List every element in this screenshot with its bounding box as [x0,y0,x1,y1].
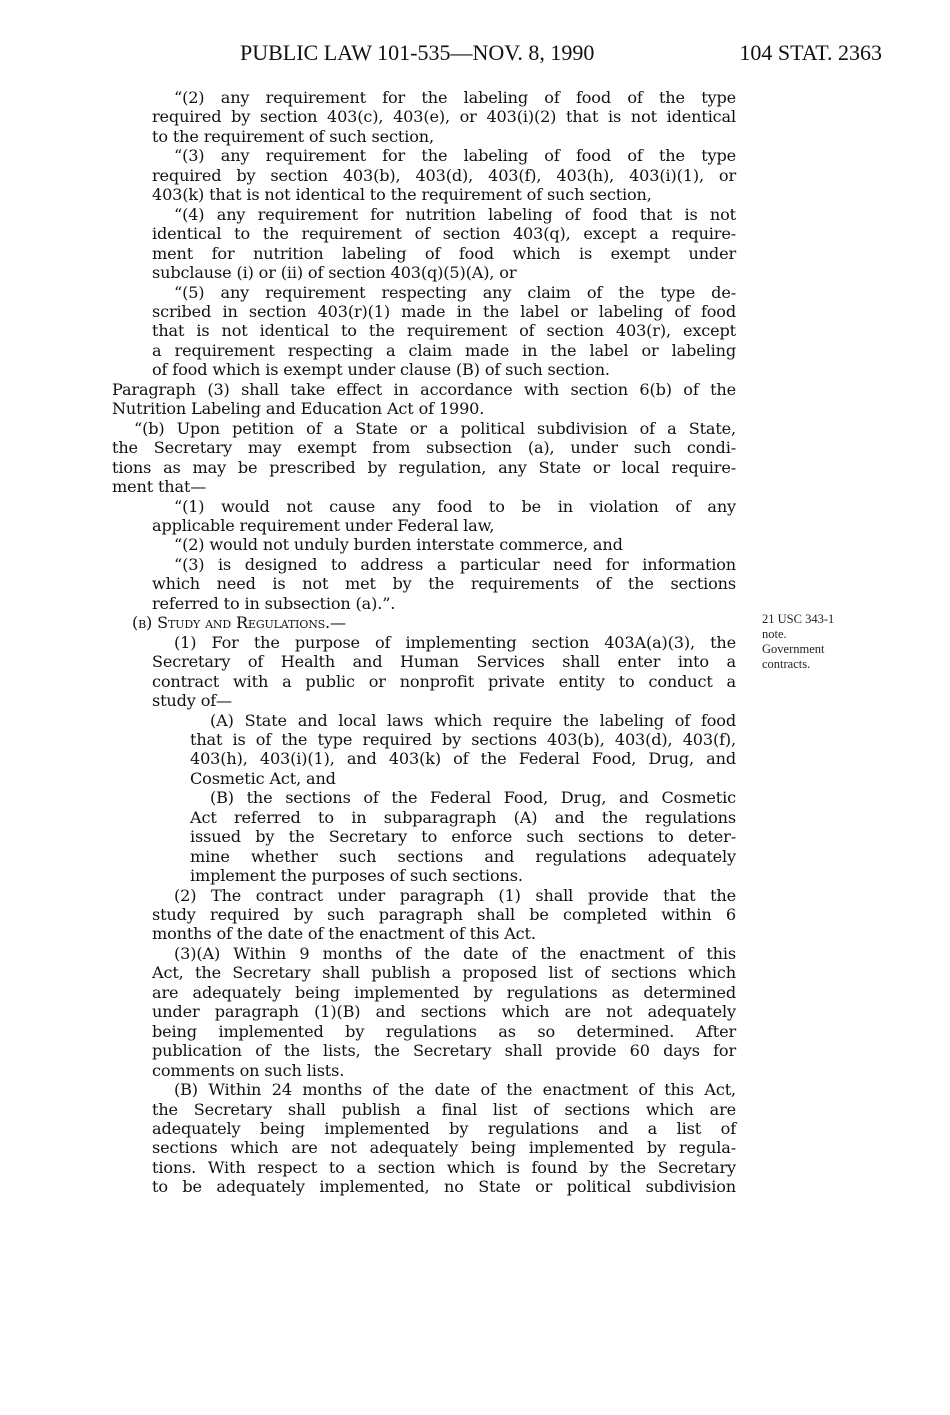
text-line: ment that— [112,477,207,497]
text-line: (B) the sections of the Federal Food, Drug, and Cosmetic [210,788,736,808]
text-line: required by section 403(c), 403(e), or 403(i)(2) that is not identical [152,107,736,127]
text-line: to the requirement of such section, [152,126,434,146]
text-line: “(2) any requirement for the labeling of food of the type [174,88,736,107]
text-line: Nutrition Labeling and Education Act of 1990. [112,399,485,419]
text-line: 403(h), 403(i)(1), and 403(k) of the Federal Food, Drug, and [190,749,736,769]
text-line: a requirement respecting a claim made in the label or labeling [152,340,736,360]
law-text [112,88,736,1197]
text-line: the Secretary may exempt from subsection (a), under such condi- [112,438,736,458]
text-line: the Secretary shall publish a final list of sections which are [152,1099,736,1119]
text-line: identical to the requirement of section 403(q), except a require- [152,224,736,244]
text-line: study of— [152,691,232,711]
text-line: “(5) any requirement respecting any claim of the type de- [174,282,736,302]
text-line: subclause (i) or (ii) of section 403(q)(5)(A), or [152,263,517,283]
text-line: issued by the Secretary to enforce such sections to deter- [190,827,736,847]
section-heading-study-and-regulations: (b) Study and Regulations.— [132,613,346,633]
text-line: scribed in section 403(r)(1) made in the label or labeling of food [152,301,736,321]
text-line: (1) For the purpose of implementing section 403A(a)(3), the [174,632,736,652]
text-line: publication of the lists, the Secretary shall provide 60 days for [152,1041,736,1061]
text-line: contract with a public or nonprofit private entity to conduct a [152,671,736,691]
text-line: implement the purposes of such sections. [190,866,523,886]
text-line: Act referred to in subparagraph (A) and the regulations [190,807,736,827]
text-line: 403(k) that is not identical to the requirement of such section, [152,185,652,205]
running-title: PUBLIC LAW 101-535—NOV. 8, 1990 [240,40,595,65]
margin-note [762,612,882,672]
statute-page-number: 104 STAT. 2363 [739,40,882,65]
text-line: Act, the Secretary shall publish a proposed list of sections which [152,963,736,983]
text-line: that is of the type required by sections 403(b), 403(d), 403(f), [190,729,736,749]
text-line: “(2) would not unduly burden interstate commerce, and [174,535,623,555]
margin-note-note: note. [762,627,787,641]
text-line: “(3) any requirement for the labeling of food of the type [174,146,736,166]
page-header [0,40,950,70]
text-line: of food which is exempt under clause (B) of such section. [152,360,610,380]
text-line: adequately being implemented by regulations and a list of [152,1119,736,1139]
text-line: months of the date of the enactment of this Act. [152,924,536,944]
text-line: “(3) is designed to address a particular need for information [174,554,736,574]
text-line: tions. With respect to a section which is found by the Secretary [152,1157,736,1177]
margin-note-citation: 21 USC 343-1 [762,612,835,626]
text-line: study required by such paragraph shall be completed within 6 [152,905,736,925]
text-line: that is not identical to the requirement of section 403(r), except [152,321,736,341]
text-line: under paragraph (1)(B) and sections which are not adequately [152,1002,736,1022]
text-line: (A) State and local laws which require the labeling of food [210,710,736,730]
text-line: (B) Within 24 months of the date of the enactment of this Act, [174,1080,736,1100]
text-line: Cosmetic Act, and [190,768,336,788]
text-line: being implemented by regulations as so determined. After [152,1021,736,1041]
text-line: required by section 403(b), 403(d), 403(f), 403(h), 403(i)(1), or [152,165,736,185]
text-line: sections which are not adequately being implemented by regula- [152,1138,736,1158]
margin-note-topic-cont: contracts. [762,657,811,671]
text-line: “(1) would not cause any food to be in violation of any [174,496,736,516]
text-line: “(4) any requirement for nutrition labeling of food that is not [174,204,736,224]
text-line: (3)(A) Within 9 months of the date of the enactment of this [174,943,736,963]
text-line: (2) The contract under paragraph (1) shall provide that the [174,885,736,905]
text-line: to be adequately implemented, no State or political subdivision [152,1177,736,1197]
text-line: comments on such lists. [152,1060,345,1080]
text-line: are adequately being implemented by regulations as determined [152,982,736,1002]
text-line: Secretary of Health and Human Services shall enter into a [152,652,736,672]
text-line: mine whether such sections and regulations adequately [190,846,736,866]
text-line: applicable requirement under Federal law, [152,515,495,535]
text-line: which need is not met by the requirements of the sections [152,574,736,594]
text-line: referred to in subsection (a).”. [152,593,396,613]
text-line: Paragraph (3) shall take effect in accordance with section 6(b) of the [112,379,736,399]
text-line: tions as may be prescribed by regulation, any State or local require- [112,457,736,477]
text-line: “(b) Upon petition of a State or a political subdivision of a State, [134,418,736,438]
text-line: ment for nutrition labeling of food which is exempt under [152,243,736,263]
margin-note-topic: Government [762,642,825,656]
